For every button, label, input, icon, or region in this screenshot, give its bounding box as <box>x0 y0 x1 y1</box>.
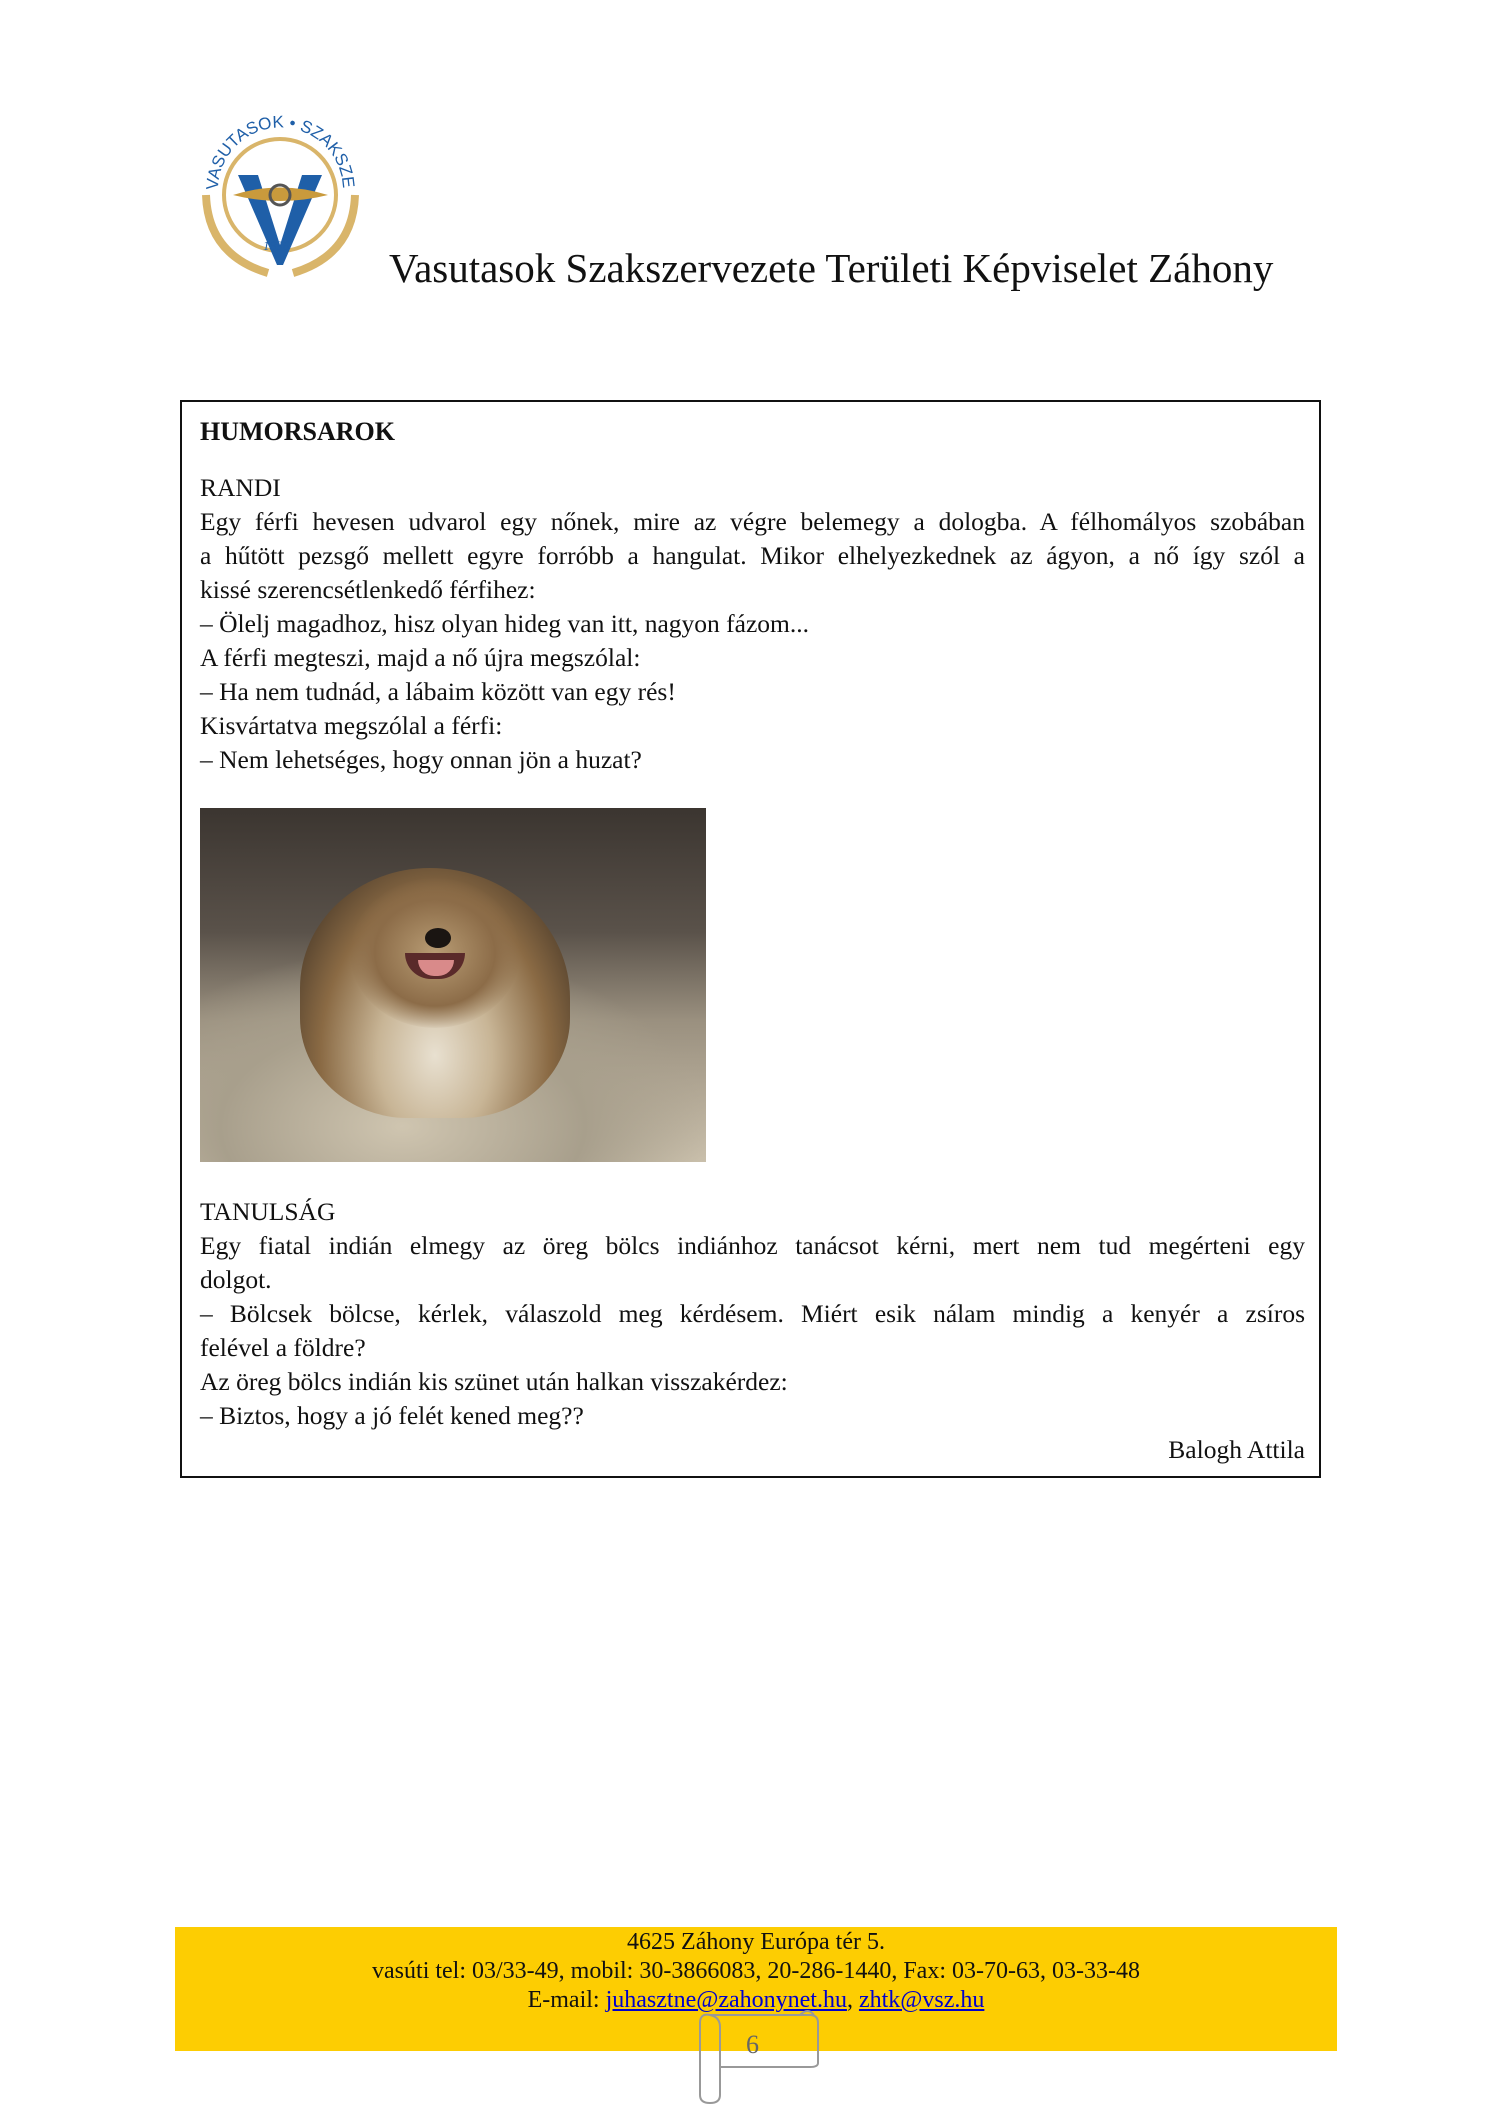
story-line: – Ha nem tudnád, a lábaim között van egy rés! <box>200 677 676 706</box>
svg-text:VASUTASOK • SZAKSZERVEZETE: VASUTASOK • SZAKSZE <box>202 112 359 191</box>
dog-nose <box>425 928 451 948</box>
story-line: – Biztos, hogy a jó felét kened meg?? <box>200 1401 584 1430</box>
story-line: A férfi megteszi, majd a nő újra megszólal: <box>200 643 641 672</box>
story-line: Kisvártatva megszólal a férfi: <box>200 711 503 740</box>
section-heading: HUMORSAROK <box>200 417 395 446</box>
email-link-juhasztne[interactable]: juhasztne@zahonynet.hu <box>605 1987 847 2013</box>
email-separator: , <box>846 1987 859 2013</box>
logo-year: 1896 <box>263 238 289 253</box>
story-title-tanulsag: TANULSÁG <box>200 1197 336 1226</box>
story-line: – Ölelj magadhoz, hisz olyan hideg van itt, nagyon fázom... <box>200 609 810 638</box>
footer-phones: vasúti tel: 03/33-49, mobil: 30-3866083, 20-286-1440, Fax: 03-70-63, 03-33-48 <box>372 1958 1140 1984</box>
story-line: dolgot. <box>200 1265 272 1294</box>
story-line: Egy fiatal indián elmegy az öreg bölcs indiánhoz tanácsot kérni, mert nem tud megérteni egy <box>200 1231 1305 1260</box>
story-title-randi: RANDI <box>200 473 281 502</box>
dog-photo <box>200 808 706 1162</box>
story-line: felével a földre? <box>200 1333 366 1362</box>
author-signature: Balogh Attila <box>1168 1435 1305 1464</box>
story-line: – Nem lehetséges, hogy onnan jön a huzat? <box>200 745 642 774</box>
email-label: E-mail: <box>527 1987 606 2013</box>
story-line: kissé szerencsétlenkedő férfihez: <box>200 575 536 604</box>
page-number: 6 <box>746 2030 759 2059</box>
email-link-zhtk[interactable]: zhtk@vsz.hu <box>858 1987 985 2013</box>
footer-address: 4625 Záhony Európa tér 5. <box>627 1929 885 1955</box>
story-line: Az öreg bölcs indián kis szünet után halkan visszakérdez: <box>200 1367 788 1396</box>
humor-corner-box <box>180 400 1321 1478</box>
header-title: Vasutasok Szakszervezete Területi Képviselet Záhony <box>389 245 1274 291</box>
story-line: – Bölcsek bölcse, kérlek, válaszold meg kérdésem. Miért esik nálam mindig a kenyér a zsíros <box>200 1299 1305 1328</box>
story-line: a hűtött pezsgő mellett egyre forróbb a hangulat. Mikor elhelyezkednek az ágyon, a nő így szól a <box>200 541 1305 570</box>
union-logo <box>188 95 373 280</box>
story-line: Egy férfi hevesen udvarol egy nőnek, mire az végre belemegy a dologba. A félhomályos szobában <box>200 507 1305 536</box>
